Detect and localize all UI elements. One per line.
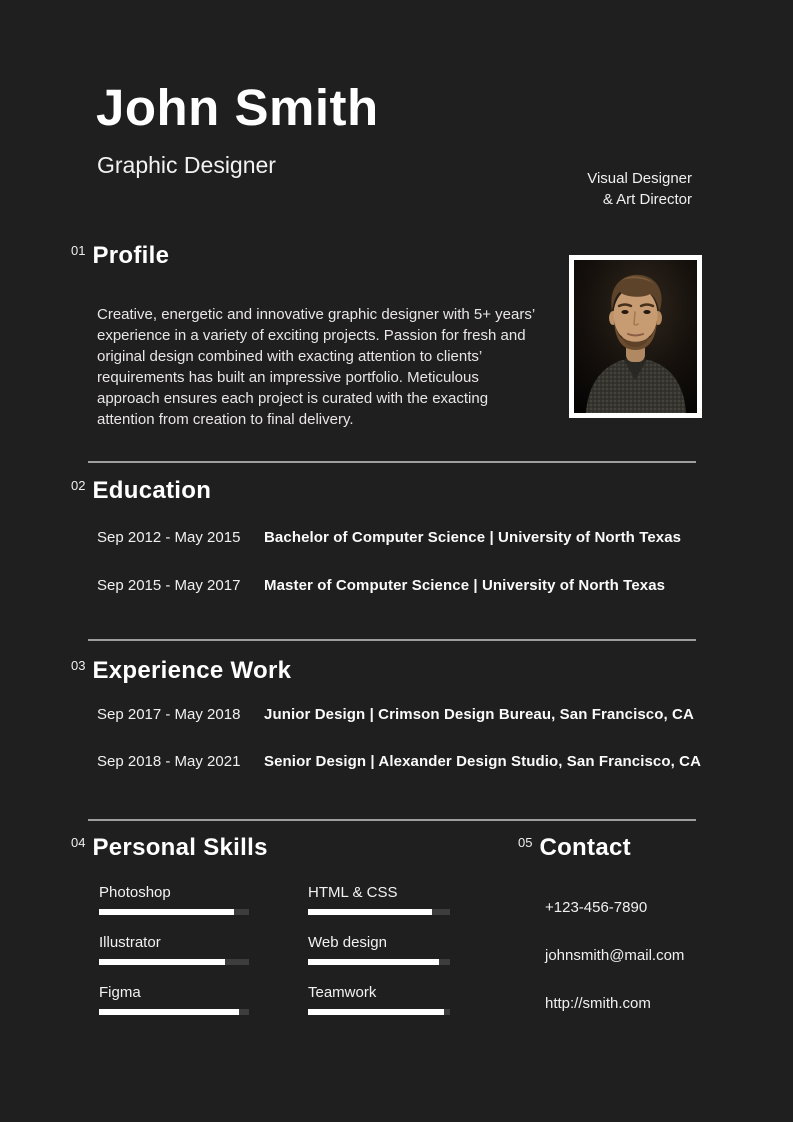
contact-email: johnsmith@mail.com [545,947,685,964]
skill-item [99,984,249,1015]
education-dates: Sep 2015 - May 2017 [97,577,241,594]
section-title: Experience Work [92,657,292,684]
skill-bar-track [99,959,249,965]
education-detail: Master of Computer Science | University of North Texas [264,577,666,594]
contact-list [545,899,684,1043]
section-experience-heading [71,657,291,685]
skill-bar-fill [308,1009,444,1015]
skill-bar-track [308,1009,450,1015]
tagline [587,168,692,210]
section-number: 04 [71,835,86,850]
person-name: John Smith [96,79,379,136]
experience-detail: Senior Design | Alexander Design Studio, San Francisco, CA [264,753,702,770]
portrait-photo [569,255,702,418]
section-divider [88,461,696,463]
portrait-photo-image [574,260,697,413]
section-title: Education [92,477,212,504]
section-education-heading [71,477,211,505]
skill-label: Photoshop [99,884,171,901]
skill-label: Web design [308,934,387,951]
skill-item [99,934,249,965]
section-divider [88,819,696,821]
skill-bar-track [99,1009,249,1015]
skill-label: Figma [99,984,141,1001]
section-number: 03 [71,658,86,673]
profile-summary: Creative, energetic and innovative graphic designer with 5+ years’ experience in a variety of exciting projects. Passion for fresh and original design combined with exacting attention to clients’ requirements has built an impressive portfolio. Meticulous approach ensures each project is curated with the exacting attention from creation to final delivery. [97,306,535,428]
skill-item [308,934,450,965]
skill-label: HTML & CSS [308,884,398,901]
education-dates: Sep 2012 - May 2015 [97,529,241,546]
skill-bar-fill [99,1009,239,1015]
skill-bar-track [308,909,450,915]
skill-item [308,884,450,915]
section-divider [88,639,696,641]
section-number: 05 [518,835,533,850]
contact-website: http://smith.com [545,995,651,1012]
section-number: 02 [71,478,86,493]
experience-detail: Junior Design | Crimson Design Bureau, San Francisco, CA [264,706,694,723]
experience-row [97,753,717,770]
job-title: Graphic Designer [97,152,276,178]
skill-item [308,984,450,1015]
section-title: Contact [539,834,631,861]
skills-column-left [99,884,249,1034]
skill-bar-fill [308,909,432,915]
skill-bar-track [99,909,249,915]
section-title: Personal Skills [92,834,268,861]
experience-row [97,706,717,723]
skill-bar-track [308,959,450,965]
experience-dates: Sep 2017 - May 2018 [97,706,241,723]
education-row [97,577,717,594]
skill-item [99,884,249,915]
skills-column-right [308,884,450,1034]
contact-phone: +123-456-7890 [545,899,648,916]
section-title: Profile [92,242,170,269]
experience-dates: Sep 2018 - May 2021 [97,753,241,770]
skill-bar-fill [99,909,234,915]
tagline-line-2: & Art Director [602,191,692,208]
section-number: 01 [71,243,86,258]
section-contact-heading [518,834,631,862]
education-row [97,529,717,546]
section-skills-heading [71,834,268,862]
skill-label: Illustrator [99,934,161,951]
section-profile-heading [71,242,169,270]
education-detail: Bachelor of Computer Science | University of North Texas [264,529,682,546]
tagline-line-1: Visual Designer [587,170,692,187]
skill-bar-fill [308,959,439,965]
skill-bar-fill [99,959,225,965]
skill-label: Teamwork [308,984,377,1001]
